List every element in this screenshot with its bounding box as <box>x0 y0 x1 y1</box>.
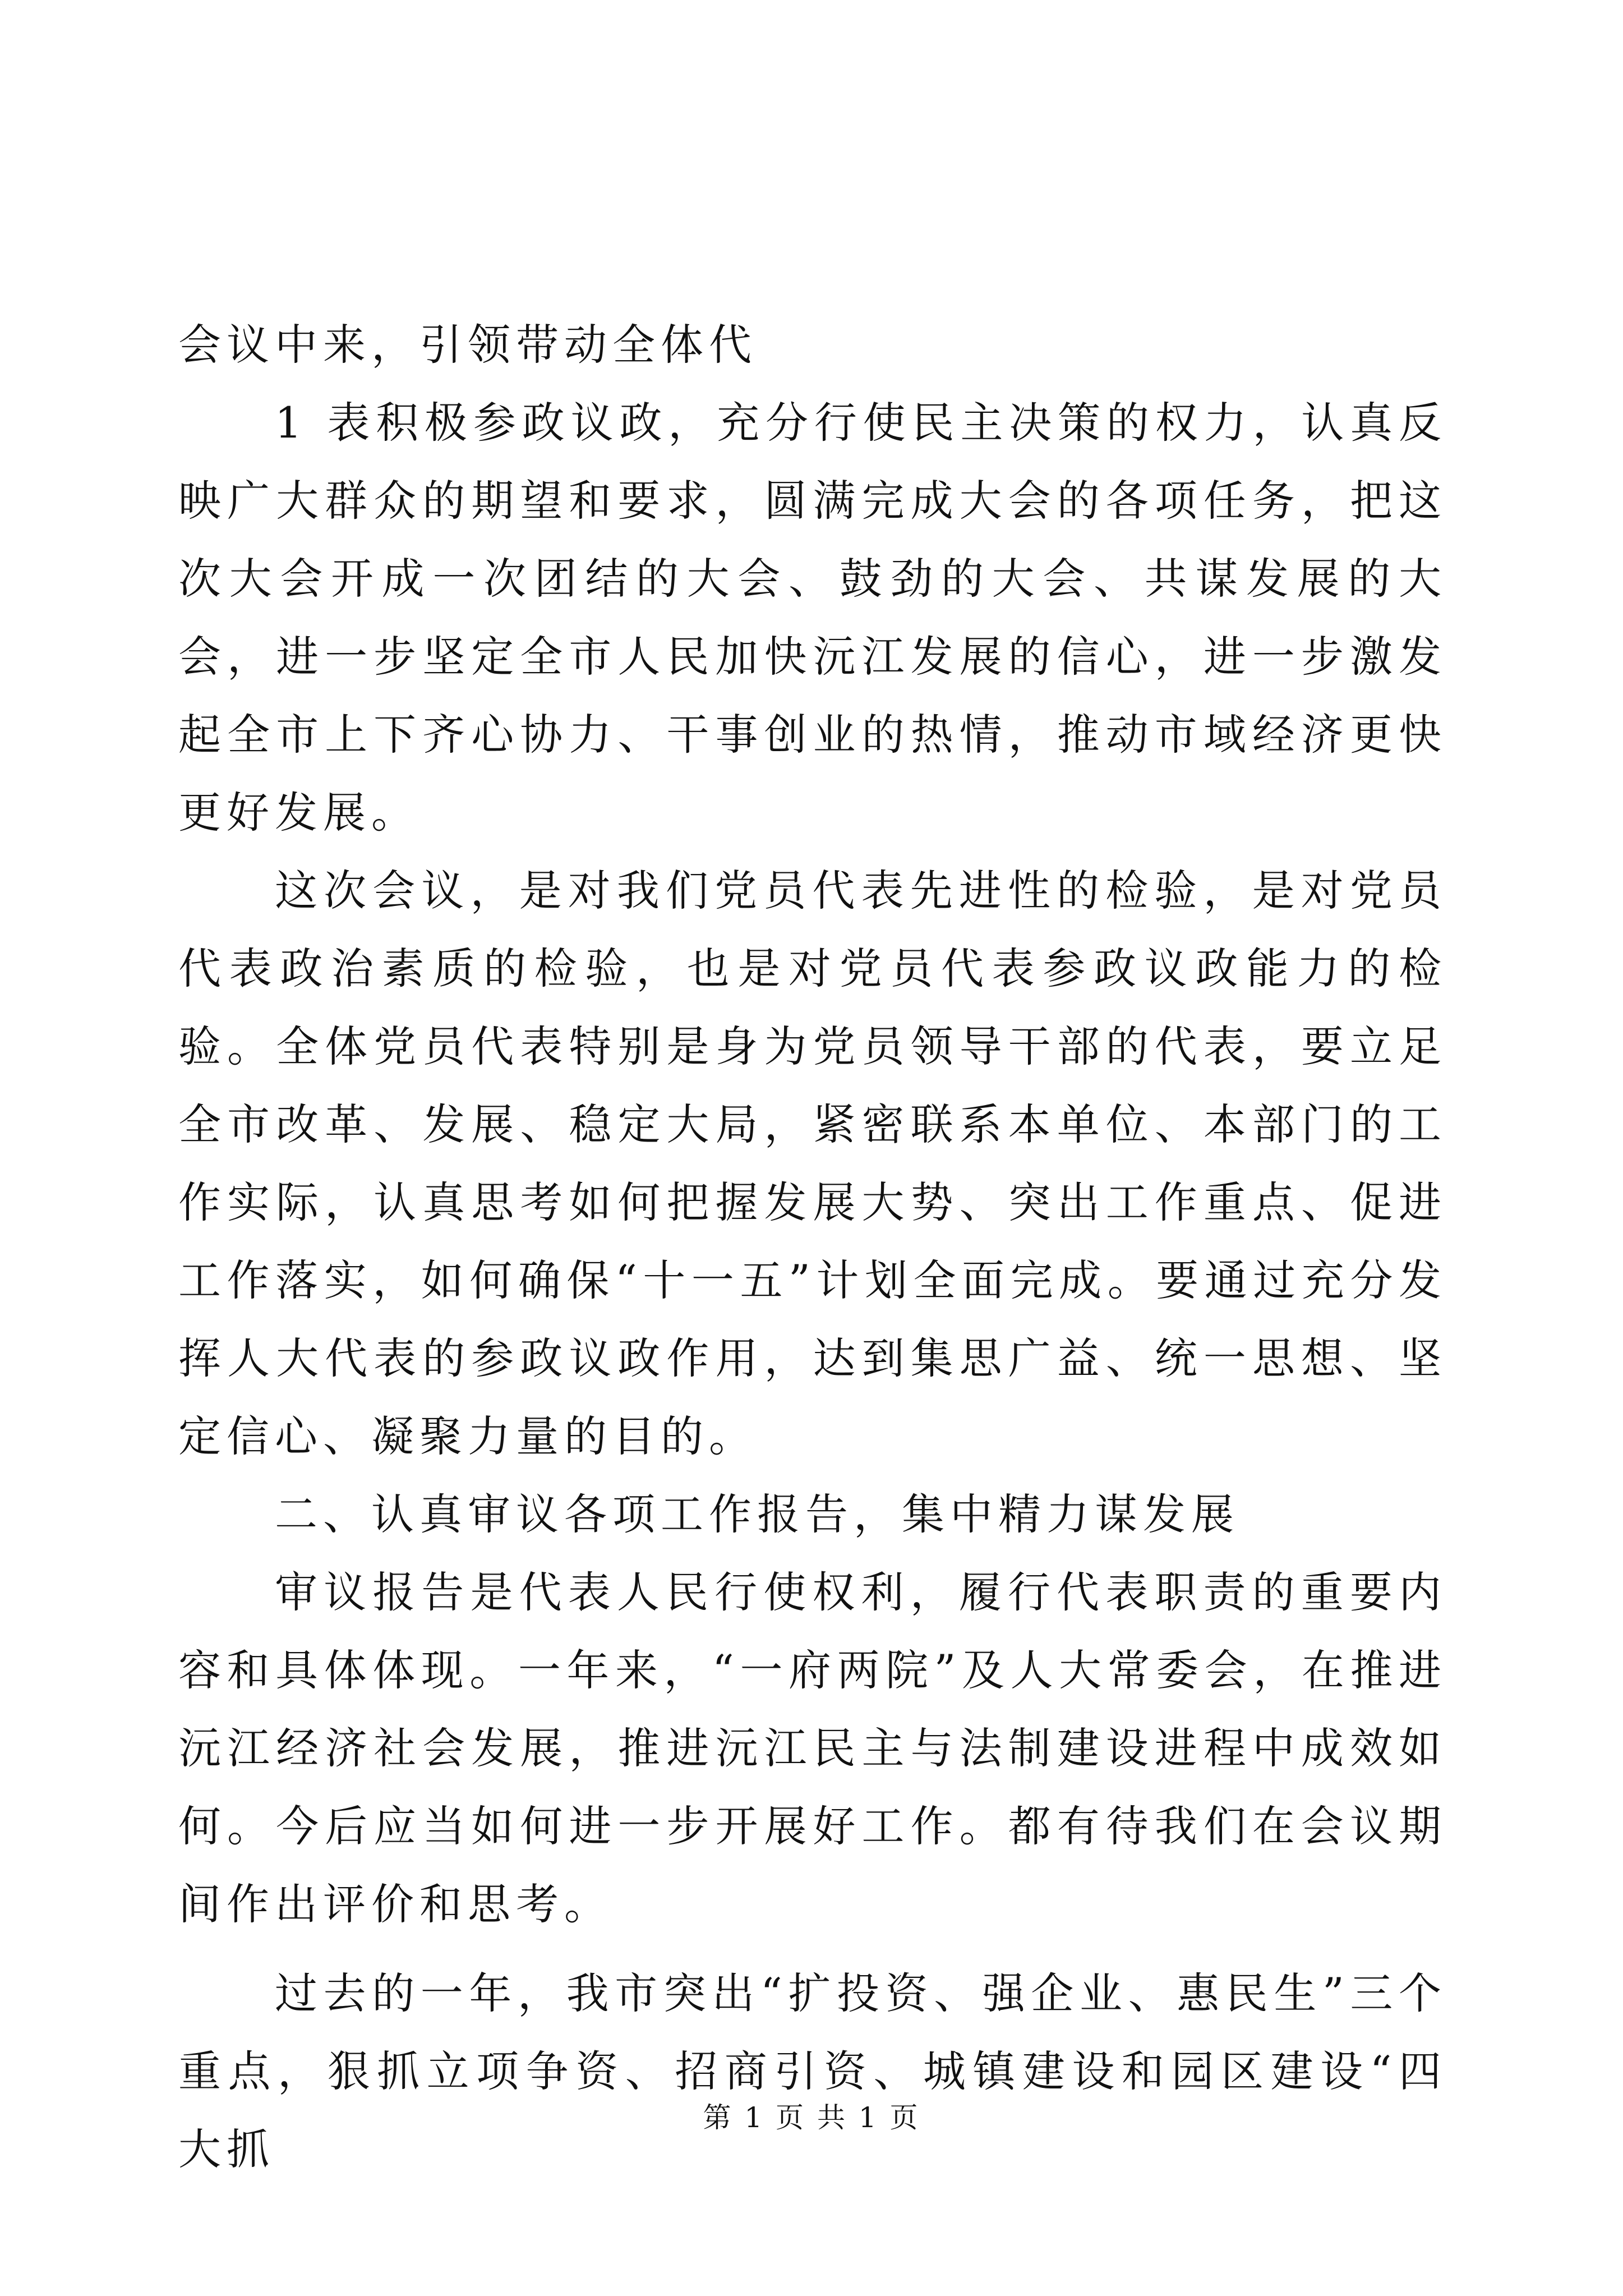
paragraph-participation: 1 表积极参政议政，充分行使民主决策的权力，认真反映广大群众的期望和要求，圆满完成大会的各项任务，把这次大会开成一次团结的大会、鼓劲的大会、共谋发展的大会，进一步坚定全市人民加快沅江发展的信心，进一步激发起全市上下齐心协力、干事创业的热情，推动市域经济更快更好发展。 <box>178 398 1447 838</box>
section-heading-review-reports: 二、认真审议各项工作报告，集中精力谋发展 <box>275 1489 1239 1539</box>
document-body <box>178 306 1447 2188</box>
paragraph-meeting-test: 这次会议，是对我们党员代表先进性的检验，是对党员代表政治素质的检验，也是对党员代表参政议政能力的检验。全体党员代表特别是身为党员领导干部的代表，要立足全市改革、发展、稳定大局，紧密联系本单位、本部门的工作实际，认真思考如何把握发展大势、突出工作重点、促进工作落实，如何确保“十一五”计划全面完成。要通过充分发挥人大代表的参政议政作用，达到集思广益、统一思想、坚定信心、凝聚力量的目的。 <box>178 866 1447 1461</box>
page-number-footer: 第 1 页 共 1 页 <box>703 2101 920 2134</box>
paragraph-continuation: 会议中来，引领带动全体代 <box>178 320 757 370</box>
paragraph-past-year: 过去的一年，我市突出“扩投资、强企业、惠民生”三个重点，狠抓立项争资、招商引资、城镇建设和园区建设“四大抓 <box>178 1968 1447 2174</box>
paragraph-review-reports: 审议报告是代表人民行使权利，履行代表职责的重要内容和具体体现。一年来，“一府两院”及人大常委会，在推进沅江经济社会发展，推进沅江民主与法制建设进程中成效如何。今后应当如何进一步开展好工作。都有待我们在会议期间作出评价和思考。 <box>178 1567 1447 1929</box>
